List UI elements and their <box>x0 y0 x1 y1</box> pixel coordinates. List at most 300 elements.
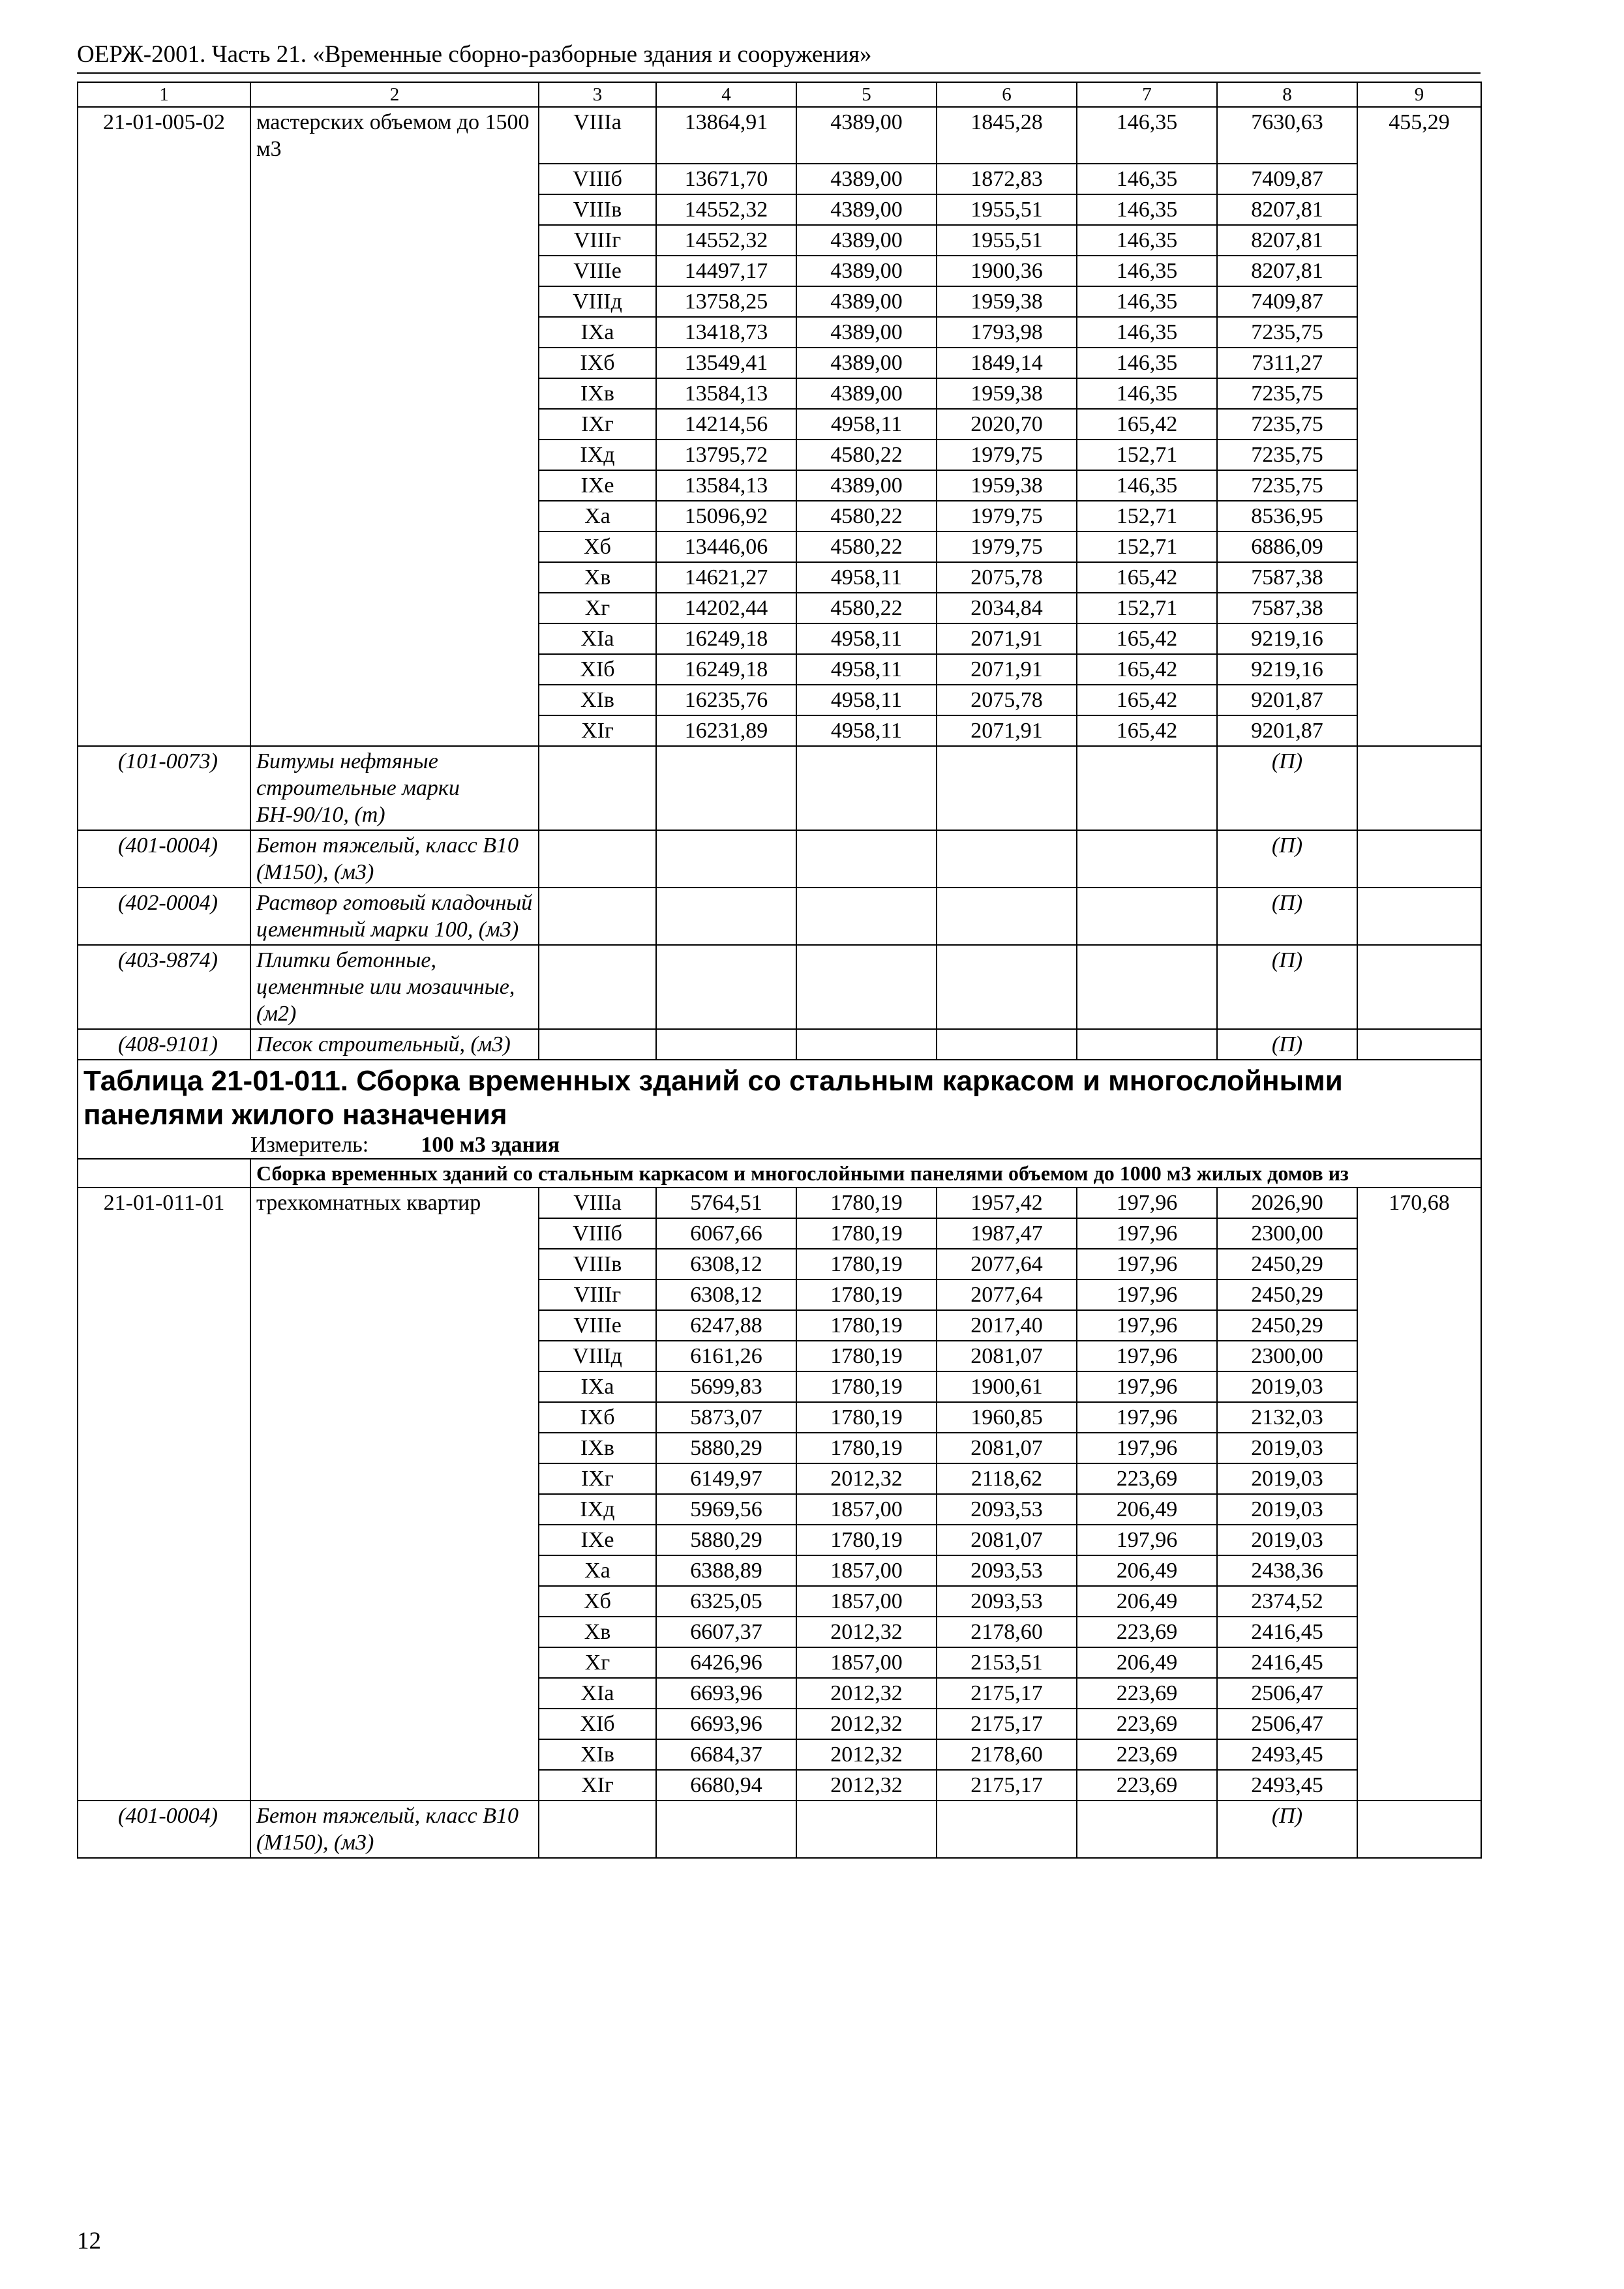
code-cell <box>78 685 250 715</box>
col9-cell <box>1357 317 1481 348</box>
value-cell: 2118,62 <box>937 1463 1077 1494</box>
value-cell: 146,35 <box>1077 317 1217 348</box>
col9-cell <box>1357 1617 1481 1647</box>
value-cell: 1780,19 <box>796 1310 937 1341</box>
code-cell <box>78 1770 250 1801</box>
zone-cell: VIIIв <box>539 194 656 225</box>
value-cell: 6680,94 <box>656 1770 796 1801</box>
value-cell: 2300,00 <box>1217 1218 1357 1249</box>
value-cell: 16231,89 <box>656 715 796 746</box>
table-row <box>78 593 1481 623</box>
value-cell: 2071,91 <box>937 654 1077 685</box>
zone-cell: VIIIб <box>539 164 656 194</box>
material-col8: (П) <box>1217 888 1357 945</box>
value-cell: 2178,60 <box>937 1739 1077 1770</box>
value-cell: 1857,00 <box>796 1494 937 1525</box>
table-title <box>78 1060 1481 1159</box>
zone-cell: IXд <box>539 440 656 470</box>
table-row <box>78 317 1481 348</box>
name-cell <box>250 1310 539 1341</box>
value-cell: 7587,38 <box>1217 593 1357 623</box>
zone-cell: XIв <box>539 685 656 715</box>
zone-cell: VIIIг <box>539 1279 656 1310</box>
zone-cell: VIIIа <box>539 1188 656 1218</box>
measure-value: 100 м3 здания <box>421 1133 560 1157</box>
code-cell: 21-01-011-01 <box>78 1188 250 1218</box>
value-cell: 1780,19 <box>796 1188 937 1218</box>
value-cell: 2093,53 <box>937 1494 1077 1525</box>
value-cell: 165,42 <box>1077 623 1217 654</box>
value-cell: 197,96 <box>1077 1218 1217 1249</box>
material-row <box>78 1801 1481 1858</box>
material-name: Битумы нефтяные строительные марки БН-90/10, (т) <box>250 746 539 830</box>
table-row <box>78 1586 1481 1617</box>
name-cell <box>250 348 539 378</box>
value-cell: 6325,05 <box>656 1586 796 1617</box>
value-cell: 197,96 <box>1077 1402 1217 1433</box>
table-row <box>78 440 1481 470</box>
col9-cell <box>1357 194 1481 225</box>
value-cell: 2450,29 <box>1217 1279 1357 1310</box>
name-cell <box>250 378 539 409</box>
value-cell: 9219,16 <box>1217 654 1357 685</box>
name-cell <box>250 1494 539 1525</box>
value-cell: 6308,12 <box>656 1279 796 1310</box>
code-cell <box>78 1279 250 1310</box>
zone-cell: XIа <box>539 623 656 654</box>
col9-cell <box>1357 562 1481 593</box>
col9-cell <box>1357 1586 1481 1617</box>
value-cell: 16249,18 <box>656 654 796 685</box>
name-cell: трехкомнатных квартир <box>250 1188 539 1218</box>
zone-cell: IXб <box>539 348 656 378</box>
empty-cell <box>1077 830 1217 888</box>
value-cell: 1979,75 <box>937 531 1077 562</box>
zone-cell: Xв <box>539 1617 656 1647</box>
material-row <box>78 746 1481 830</box>
col9-cell <box>1357 1433 1481 1463</box>
code-cell <box>78 440 250 470</box>
empty-cell <box>1357 830 1481 888</box>
column-number: 7 <box>1077 82 1217 107</box>
col9-cell: 170,68 <box>1357 1188 1481 1218</box>
col9-cell <box>1357 378 1481 409</box>
code-cell <box>78 1463 250 1494</box>
column-number: 5 <box>796 82 937 107</box>
value-cell: 5764,51 <box>656 1188 796 1218</box>
empty-cell <box>539 945 656 1029</box>
material-name: Плитки бетонные, цементные или мозаичные, (м2) <box>250 945 539 1029</box>
value-cell: 6161,26 <box>656 1341 796 1371</box>
table-row <box>78 194 1481 225</box>
table-row <box>78 562 1481 593</box>
value-cell: 2300,00 <box>1217 1341 1357 1371</box>
table-row <box>78 715 1481 746</box>
empty-cell <box>656 888 796 945</box>
code-cell <box>78 593 250 623</box>
value-cell: 2416,45 <box>1217 1617 1357 1647</box>
name-cell <box>250 194 539 225</box>
value-cell: 2071,91 <box>937 715 1077 746</box>
value-cell: 13671,70 <box>656 164 796 194</box>
value-cell: 2178,60 <box>937 1617 1077 1647</box>
code-cell <box>78 194 250 225</box>
code-cell <box>78 715 250 746</box>
value-cell: 206,49 <box>1077 1647 1217 1678</box>
value-cell: 223,69 <box>1077 1770 1217 1801</box>
value-cell: 9201,87 <box>1217 685 1357 715</box>
name-cell <box>250 1678 539 1709</box>
material-code: (408-9101) <box>78 1029 250 1060</box>
value-cell: 152,71 <box>1077 440 1217 470</box>
value-cell: 16235,76 <box>656 685 796 715</box>
empty-cell <box>937 1029 1077 1060</box>
name-cell <box>250 1218 539 1249</box>
col9-cell <box>1357 1463 1481 1494</box>
table-row <box>78 1647 1481 1678</box>
value-cell: 197,96 <box>1077 1433 1217 1463</box>
value-cell: 6684,37 <box>656 1739 796 1770</box>
value-cell: 14552,32 <box>656 194 796 225</box>
col9-cell <box>1357 1371 1481 1402</box>
col9-cell <box>1357 348 1481 378</box>
value-cell: 7409,87 <box>1217 164 1357 194</box>
table-row <box>78 501 1481 531</box>
value-cell: 4958,11 <box>796 562 937 593</box>
value-cell: 2374,52 <box>1217 1586 1357 1617</box>
code-cell <box>78 1678 250 1709</box>
code-cell <box>78 256 250 286</box>
zone-cell: IXг <box>539 409 656 440</box>
value-cell: 206,49 <box>1077 1494 1217 1525</box>
empty-cell <box>539 1801 656 1858</box>
value-cell: 2450,29 <box>1217 1310 1357 1341</box>
col9-cell <box>1357 715 1481 746</box>
measure-label: Измеритель: <box>250 1133 369 1157</box>
column-number: 8 <box>1217 82 1357 107</box>
empty-cell <box>656 746 796 830</box>
table-row <box>78 1494 1481 1525</box>
empty-cell <box>796 888 937 945</box>
value-cell: 6247,88 <box>656 1310 796 1341</box>
value-cell: 2450,29 <box>1217 1249 1357 1279</box>
name-cell <box>250 1433 539 1463</box>
table-row <box>78 256 1481 286</box>
col9-cell <box>1357 286 1481 317</box>
value-cell: 8207,81 <box>1217 256 1357 286</box>
value-cell: 4580,22 <box>796 501 937 531</box>
code-cell <box>78 1310 250 1341</box>
value-cell: 4580,22 <box>796 440 937 470</box>
table-row <box>78 685 1481 715</box>
value-cell: 2175,17 <box>937 1709 1077 1739</box>
value-cell: 2493,45 <box>1217 1770 1357 1801</box>
name-cell <box>250 654 539 685</box>
value-cell: 4580,22 <box>796 593 937 623</box>
name-cell: мастерских объемом до 1500 м3 <box>250 107 539 164</box>
zone-cell: IXб <box>539 1402 656 1433</box>
code-cell <box>78 286 250 317</box>
col9-cell <box>1357 1249 1481 1279</box>
column-number: 9 <box>1357 82 1481 107</box>
table-row <box>78 1555 1481 1586</box>
col9-cell <box>1357 440 1481 470</box>
value-cell: 197,96 <box>1077 1249 1217 1279</box>
code-cell <box>78 1402 250 1433</box>
zone-cell: IXг <box>539 1463 656 1494</box>
table-row <box>78 1341 1481 1371</box>
empty-cell <box>1077 746 1217 830</box>
zone-cell: Xг <box>539 1647 656 1678</box>
value-cell: 5969,56 <box>656 1494 796 1525</box>
page-number: 12 <box>77 2228 101 2254</box>
value-cell: 4389,00 <box>796 348 937 378</box>
value-cell: 1857,00 <box>796 1647 937 1678</box>
value-cell: 6693,96 <box>656 1678 796 1709</box>
value-cell: 1857,00 <box>796 1555 937 1586</box>
value-cell: 13758,25 <box>656 286 796 317</box>
empty-cell <box>796 830 937 888</box>
value-cell: 13584,13 <box>656 378 796 409</box>
value-cell: 2175,17 <box>937 1678 1077 1709</box>
value-cell: 2020,70 <box>937 409 1077 440</box>
empty-cell <box>656 1801 796 1858</box>
value-cell: 146,35 <box>1077 378 1217 409</box>
value-cell: 1959,38 <box>937 286 1077 317</box>
value-cell: 1793,98 <box>937 317 1077 348</box>
value-cell: 2019,03 <box>1217 1525 1357 1555</box>
value-cell: 8536,95 <box>1217 501 1357 531</box>
value-cell: 2012,32 <box>796 1770 937 1801</box>
value-cell: 2093,53 <box>937 1586 1077 1617</box>
value-cell: 5699,83 <box>656 1371 796 1402</box>
value-cell: 1780,19 <box>796 1433 937 1463</box>
name-cell <box>250 1341 539 1371</box>
value-cell: 206,49 <box>1077 1555 1217 1586</box>
value-cell: 14497,17 <box>656 256 796 286</box>
value-cell: 197,96 <box>1077 1341 1217 1371</box>
material-code: (401-0004) <box>78 1801 250 1858</box>
material-row <box>78 945 1481 1029</box>
empty-cell <box>937 830 1077 888</box>
value-cell: 1957,42 <box>937 1188 1077 1218</box>
zone-cell: VIIIд <box>539 1341 656 1371</box>
zone-cell: IXд <box>539 1494 656 1525</box>
value-cell: 7311,27 <box>1217 348 1357 378</box>
code-cell <box>78 654 250 685</box>
value-cell: 13418,73 <box>656 317 796 348</box>
value-cell: 146,35 <box>1077 470 1217 501</box>
code-cell <box>78 1525 250 1555</box>
value-cell: 2019,03 <box>1217 1433 1357 1463</box>
value-cell: 4389,00 <box>796 225 937 256</box>
value-cell: 14621,27 <box>656 562 796 593</box>
value-cell: 165,42 <box>1077 654 1217 685</box>
value-cell: 152,71 <box>1077 501 1217 531</box>
value-cell: 4389,00 <box>796 286 937 317</box>
value-cell: 4958,11 <box>796 623 937 654</box>
value-cell: 2075,78 <box>937 685 1077 715</box>
code-cell <box>78 378 250 409</box>
value-cell: 1979,75 <box>937 501 1077 531</box>
value-cell: 2077,64 <box>937 1279 1077 1310</box>
empty-cell <box>937 746 1077 830</box>
value-cell: 4958,11 <box>796 409 937 440</box>
value-cell: 5873,07 <box>656 1402 796 1433</box>
empty-cell <box>656 830 796 888</box>
value-cell: 8207,81 <box>1217 225 1357 256</box>
empty-cell <box>1357 888 1481 945</box>
value-cell: 13549,41 <box>656 348 796 378</box>
value-cell: 146,35 <box>1077 194 1217 225</box>
name-cell <box>250 1647 539 1678</box>
col9-cell <box>1357 1279 1481 1310</box>
value-cell: 6693,96 <box>656 1709 796 1739</box>
zone-cell: IXе <box>539 470 656 501</box>
value-cell: 2071,91 <box>937 623 1077 654</box>
value-cell: 2093,53 <box>937 1555 1077 1586</box>
name-cell <box>250 1249 539 1279</box>
code-cell <box>78 531 250 562</box>
value-cell: 14202,44 <box>656 593 796 623</box>
name-cell <box>250 501 539 531</box>
value-cell: 7630,63 <box>1217 107 1357 164</box>
value-cell: 9201,87 <box>1217 715 1357 746</box>
material-name: Песок строительный, (м3) <box>250 1029 539 1060</box>
value-cell: 197,96 <box>1077 1371 1217 1402</box>
col9-cell <box>1357 654 1481 685</box>
empty-cell <box>539 746 656 830</box>
code-cell <box>78 1709 250 1739</box>
value-cell: 2026,90 <box>1217 1188 1357 1218</box>
empty-cell <box>937 1801 1077 1858</box>
value-cell: 165,42 <box>1077 685 1217 715</box>
empty-cell <box>656 1029 796 1060</box>
name-cell <box>250 562 539 593</box>
material-col8: (П) <box>1217 945 1357 1029</box>
value-cell: 165,42 <box>1077 562 1217 593</box>
code-cell <box>78 1586 250 1617</box>
empty-cell <box>1077 945 1217 1029</box>
value-cell: 2081,07 <box>937 1525 1077 1555</box>
value-cell: 223,69 <box>1077 1709 1217 1739</box>
value-cell: 1955,51 <box>937 225 1077 256</box>
table-row <box>78 470 1481 501</box>
empty-cell <box>796 1801 937 1858</box>
col9-cell <box>1357 1402 1481 1433</box>
zone-cell: VIIIб <box>539 1218 656 1249</box>
value-cell: 1872,83 <box>937 164 1077 194</box>
col9-cell <box>1357 1341 1481 1371</box>
col9-cell <box>1357 164 1481 194</box>
value-cell: 1959,38 <box>937 378 1077 409</box>
value-cell: 15096,92 <box>656 501 796 531</box>
value-cell: 1979,75 <box>937 440 1077 470</box>
value-cell: 223,69 <box>1077 1463 1217 1494</box>
zone-cell: IXа <box>539 317 656 348</box>
value-cell: 165,42 <box>1077 409 1217 440</box>
zone-cell: Xа <box>539 1555 656 1586</box>
value-cell: 197,96 <box>1077 1188 1217 1218</box>
value-cell: 2034,84 <box>937 593 1077 623</box>
table-row <box>78 623 1481 654</box>
empty-cell <box>1357 945 1481 1029</box>
code-cell <box>78 1433 250 1463</box>
value-cell: 7235,75 <box>1217 409 1357 440</box>
value-cell: 2438,36 <box>1217 1555 1357 1586</box>
value-cell: 6607,37 <box>656 1617 796 1647</box>
code-cell <box>78 623 250 654</box>
table-row <box>78 378 1481 409</box>
zone-cell: VIIIв <box>539 1249 656 1279</box>
col9-cell <box>1357 501 1481 531</box>
code-cell <box>78 348 250 378</box>
value-cell: 4389,00 <box>796 194 937 225</box>
table-row <box>78 409 1481 440</box>
material-code: (401-0004) <box>78 830 250 888</box>
code-cell <box>78 1739 250 1770</box>
code-cell: 21-01-005-02 <box>78 107 250 164</box>
value-cell: 1780,19 <box>796 1402 937 1433</box>
column-number: 6 <box>937 82 1077 107</box>
value-cell: 197,96 <box>1077 1279 1217 1310</box>
col9-cell <box>1357 623 1481 654</box>
empty-cell <box>1077 1801 1217 1858</box>
zone-cell: XIв <box>539 1739 656 1770</box>
table-row <box>78 1739 1481 1770</box>
value-cell: 13864,91 <box>656 107 796 164</box>
name-cell <box>250 685 539 715</box>
table-row <box>78 1617 1481 1647</box>
code-cell <box>78 225 250 256</box>
code-cell <box>78 1617 250 1647</box>
value-cell: 4958,11 <box>796 654 937 685</box>
value-cell: 1960,85 <box>937 1402 1077 1433</box>
code-cell <box>78 1555 250 1586</box>
table-row <box>78 1371 1481 1402</box>
table-row <box>78 1433 1481 1463</box>
material-col8: (П) <box>1217 830 1357 888</box>
rates-table <box>77 82 1482 1859</box>
name-cell <box>250 593 539 623</box>
zone-cell: XIг <box>539 1770 656 1801</box>
value-cell: 2012,32 <box>796 1739 937 1770</box>
column-number-row <box>78 82 1481 107</box>
name-cell <box>250 1709 539 1739</box>
value-cell: 6067,66 <box>656 1218 796 1249</box>
value-cell: 7235,75 <box>1217 470 1357 501</box>
value-cell: 2493,45 <box>1217 1739 1357 1770</box>
zone-cell: IXе <box>539 1525 656 1555</box>
value-cell: 206,49 <box>1077 1586 1217 1617</box>
zone-cell: XIа <box>539 1678 656 1709</box>
table-row <box>78 1279 1481 1310</box>
empty-cell <box>796 1029 937 1060</box>
page-header: ОЕРЖ-2001. Часть 21. «Временные сборно-разборные здания и сооружения» <box>77 41 872 68</box>
zone-cell: IXв <box>539 1433 656 1463</box>
column-number: 3 <box>539 82 656 107</box>
code-cell <box>78 317 250 348</box>
value-cell: 14552,32 <box>656 225 796 256</box>
name-cell <box>250 470 539 501</box>
code-cell <box>78 409 250 440</box>
value-cell: 6308,12 <box>656 1249 796 1279</box>
value-cell: 6426,96 <box>656 1647 796 1678</box>
empty-cell <box>937 888 1077 945</box>
table-row <box>78 1463 1481 1494</box>
value-cell: 6388,89 <box>656 1555 796 1586</box>
table-row <box>78 225 1481 256</box>
